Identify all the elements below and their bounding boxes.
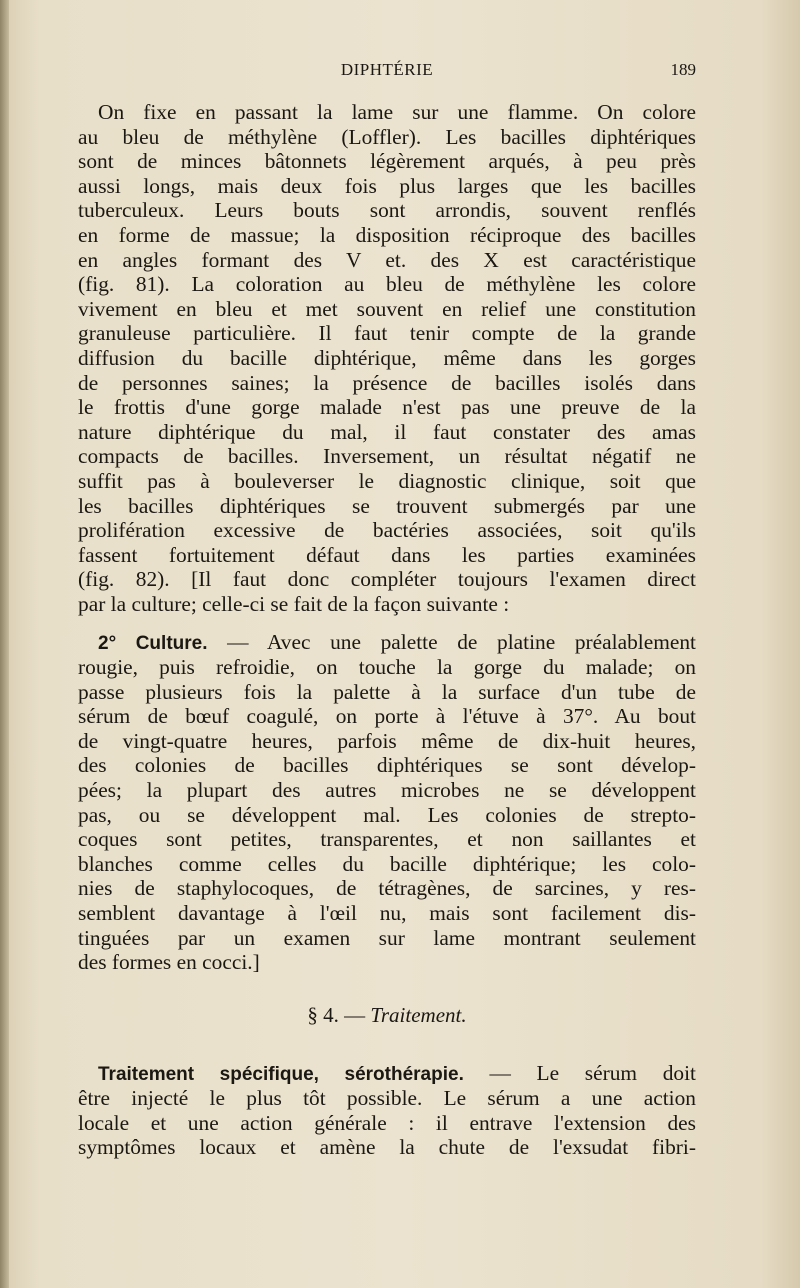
paragraph-line: [78, 1061, 696, 1086]
paragraph-line: locale et une action générale : il entrave l'extension des: [78, 1110, 696, 1135]
paragraph-line: au bleu de méthylène (Loffler). Les bacilles diphtériques: [78, 124, 696, 149]
paragraph-line: suffit pas à bouleverser le diagnostic clinique, soit que: [78, 468, 696, 493]
paragraph-line: pées; la plupart des autres microbes ne se développent: [78, 778, 696, 803]
paragraph-line: prolifération excessive de bactéries associées, soit qu'ils: [78, 518, 696, 543]
paragraph-line: le frottis d'une gorge malade n'est pas une preuve de la: [78, 395, 696, 420]
paragraph-line: compacts de bacilles. Inversement, un résultat négatif ne: [78, 444, 696, 469]
running-title: DIPHTÉRIE: [340, 60, 434, 79]
paragraph-line: des formes en cocci.]: [78, 950, 260, 975]
paragraph-line: blanches comme celles du bacille diphtérique; les colo-: [78, 851, 696, 876]
paragraph-line: granuleuse particulière. Il faut tenir compte de la grande: [78, 321, 696, 346]
paragraph-line: vivement en bleu et met souvent en relief une constitution: [78, 296, 696, 321]
paragraph-treatment: [78, 1061, 696, 1159]
page-number: 189: [670, 60, 696, 79]
paragraph-line: être injecté le plus tôt possible. Le sérum a une action: [78, 1085, 696, 1110]
paragraph-line: pas, ou se développent mal. Les colonies de strepto-: [78, 802, 696, 827]
paragraph-line: tinguées par un examen sur lame montrant seulement: [78, 925, 696, 950]
paragraph-line: semblent davantage à l'œil nu, mais sont facilement dis-: [78, 901, 696, 925]
paragraph-line: nies de staphylocoques, de tétragènes, de sarcines, y res-: [78, 876, 696, 901]
paragraph-line: en angles formant des V et. des X est caractéristique: [78, 247, 696, 272]
paragraph-line: coques sont petites, transparentes, et non saillantes et: [78, 827, 696, 852]
paragraph-line: nature diphtérique du mal, il faut constater des amas: [78, 419, 696, 444]
paragraph-line: rougie, puis refroidie, on touche la gorge du malade; on: [78, 655, 696, 680]
paragraph-line: sont de minces bâtonnets légèrement arqués, à peu près: [78, 149, 696, 174]
paragraph-line: symptômes locaux et amène la chute de l'exsudat fibri-: [78, 1135, 696, 1160]
paragraph-line: tuberculeux. Leurs bouts sont arrondis, souvent renflés: [78, 198, 696, 223]
paragraph-line: diffusion du bacille diphtérique, même dans les gorges: [78, 345, 696, 370]
paragraph-line: On fixe en passant la lame sur une flamme. On colore: [98, 100, 696, 124]
paragraph-line: passe plusieurs fois la palette à la surface d'un tube de: [78, 679, 696, 704]
page-header: [78, 58, 696, 84]
page-binding-edge: [0, 0, 9, 1288]
section-heading: [78, 1003, 696, 1028]
paragraph-line: en forme de massue; la disposition réciproque des bacilles: [78, 222, 696, 247]
paragraph-line: (fig. 81). La coloration au bleu de méthylène les colore: [78, 272, 696, 297]
paragraph-line: de vingt-quatre heures, parfois même de dix-huit heures,: [78, 728, 696, 753]
section-number: § 4. —: [307, 1002, 371, 1027]
paragraph-line: [78, 630, 696, 655]
culture-lead: 2° Culture.: [98, 633, 208, 655]
body-text: [78, 100, 696, 1160]
paragraph-line: les bacilles diphtériques se trouvent submergés par une: [78, 493, 696, 518]
paragraph-line: de personnes saines; la présence de bacilles isolés dans: [78, 370, 696, 395]
paragraph-line: (fig. 82). [Il faut donc compléter toujours l'examen direct: [78, 567, 696, 592]
paragraph-line: par la culture; celle-ci se fait de la façon suivante :: [78, 591, 510, 616]
treatment-lead-rest: — Le sérum doit: [463, 1061, 696, 1086]
section-title: Traitement.: [370, 1002, 467, 1027]
culture-lead-rest: — Avec une palette de platine préalablement: [207, 630, 696, 655]
paragraph-1: [78, 100, 696, 616]
paragraph-line: sérum de bœuf coagulé, on porte à l'étuve à 37°. Au bout: [78, 704, 696, 729]
paragraph-line: fassent fortuitement défaut dans les parties examinées: [78, 542, 696, 567]
treatment-lead: Traitement spécifique, sérothérapie.: [98, 1064, 464, 1086]
paragraph-culture: [78, 630, 696, 974]
paragraph-line: aussi longs, mais deux fois plus larges que les bacilles: [78, 173, 696, 198]
paragraph-line: des colonies de bacilles diphtériques se sont dévelop-: [78, 753, 696, 778]
